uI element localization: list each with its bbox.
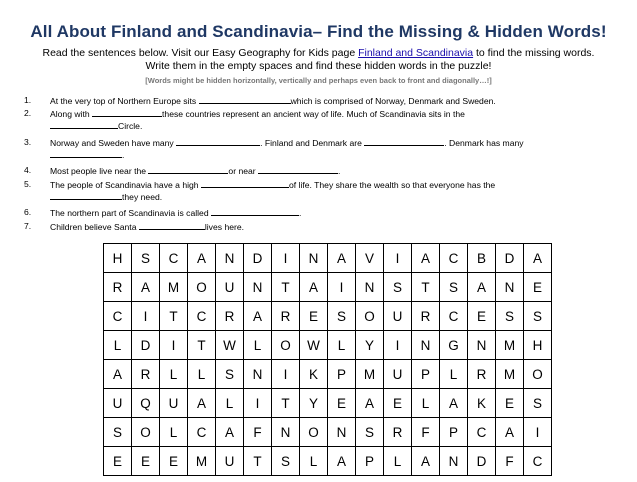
- grid-letter-cell[interactable]: S: [356, 418, 384, 447]
- answer-blank[interactable]: [364, 137, 444, 146]
- grid-letter-cell[interactable]: T: [412, 273, 440, 302]
- grid-letter-cell[interactable]: A: [356, 389, 384, 418]
- question-number: 1.: [24, 95, 32, 105]
- question-text: .: [338, 166, 341, 176]
- answer-blank[interactable]: [92, 108, 162, 117]
- grid-letter-cell[interactable]: E: [384, 389, 412, 418]
- grid-row: [104, 360, 552, 389]
- grid-letter-cell[interactable]: L: [244, 331, 272, 360]
- answer-blank[interactable]: [139, 221, 205, 230]
- grid-letter-cell[interactable]: N: [468, 331, 496, 360]
- instructions-line-1: [0, 47, 637, 60]
- grid-letter-cell[interactable]: E: [496, 389, 524, 418]
- grid-letter-cell[interactable]: E: [132, 447, 160, 476]
- grid-letter-cell[interactable]: A: [496, 418, 524, 447]
- grid-letter-cell[interactable]: N: [216, 244, 244, 273]
- grid-letter-cell[interactable]: R: [384, 418, 412, 447]
- grid-letter-cell[interactable]: I: [160, 331, 188, 360]
- grid-letter-cell[interactable]: U: [216, 273, 244, 302]
- grid-row: [104, 389, 552, 418]
- question-text: Circle.: [118, 121, 143, 131]
- question-text: At the very top of Northern Europe sits: [50, 96, 199, 106]
- question-number: 6.: [24, 207, 32, 217]
- grid-letter-cell[interactable]: A: [524, 244, 552, 273]
- grid-letter-cell[interactable]: S: [328, 302, 356, 331]
- answer-blank[interactable]: [211, 207, 302, 218]
- grid-letter-cell[interactable]: M: [160, 273, 188, 302]
- grid-letter-cell[interactable]: D: [496, 244, 524, 273]
- grid-letter-cell[interactable]: L: [188, 360, 216, 389]
- answer-blank[interactable]: [148, 165, 228, 174]
- grid-letter-cell[interactable]: S: [216, 360, 244, 389]
- grid-letter-cell[interactable]: C: [440, 244, 468, 273]
- instructions: [0, 47, 637, 73]
- grid-letter-cell[interactable]: N: [244, 360, 272, 389]
- grid-letter-cell[interactable]: D: [468, 447, 496, 476]
- grid-letter-cell[interactable]: L: [160, 360, 188, 389]
- answer-blank[interactable]: [201, 179, 289, 188]
- grid-letter-cell[interactable]: D: [132, 331, 160, 360]
- grid-row: [104, 418, 552, 447]
- instructions-line-2: Write them in the empty spaces and find these hidden words in the puzzle!: [145, 60, 492, 72]
- grid-letter-cell[interactable]: S: [384, 273, 412, 302]
- grid-letter-cell[interactable]: S: [524, 389, 552, 418]
- grid-letter-cell[interactable]: A: [188, 389, 216, 418]
- grid-letter-cell[interactable]: T: [188, 331, 216, 360]
- grid-letter-cell[interactable]: A: [300, 273, 328, 302]
- grid-letter-cell[interactable]: E: [468, 302, 496, 331]
- grid-letter-cell[interactable]: L: [216, 389, 244, 418]
- grid-letter-cell[interactable]: I: [272, 244, 300, 273]
- question-text: or near: [228, 166, 259, 176]
- grid-letter-cell[interactable]: M: [188, 447, 216, 476]
- grid-letter-cell[interactable]: E: [328, 389, 356, 418]
- grid-letter-cell[interactable]: T: [244, 447, 272, 476]
- grid-letter-cell[interactable]: O: [272, 331, 300, 360]
- grid-letter-cell[interactable]: E: [300, 302, 328, 331]
- grid-row: [104, 273, 552, 302]
- grid-letter-cell[interactable]: C: [160, 244, 188, 273]
- question-text: they need.: [122, 192, 163, 202]
- grid-letter-cell[interactable]: B: [468, 244, 496, 273]
- question-text: which is comprised of Norway, Denmark and Sweden.: [290, 96, 496, 106]
- grid-letter-cell[interactable]: D: [244, 244, 272, 273]
- grid-letter-cell[interactable]: P: [440, 418, 468, 447]
- grid-letter-cell[interactable]: P: [328, 360, 356, 389]
- grid-letter-cell[interactable]: I: [132, 302, 160, 331]
- grid-letter-cell[interactable]: L: [160, 418, 188, 447]
- grid-letter-cell[interactable]: C: [468, 418, 496, 447]
- grid-letter-cell[interactable]: R: [272, 302, 300, 331]
- grid-letter-cell[interactable]: H: [104, 244, 132, 273]
- finland-scandinavia-link[interactable]: Finland and Scandinavia: [358, 47, 474, 59]
- grid-letter-cell[interactable]: K: [300, 360, 328, 389]
- grid-letter-cell[interactable]: O: [356, 302, 384, 331]
- grid-letter-cell[interactable]: V: [356, 244, 384, 273]
- grid-letter-cell[interactable]: A: [412, 244, 440, 273]
- question-number: 3.: [24, 137, 32, 147]
- question-text: .: [122, 150, 125, 160]
- grid-letter-cell[interactable]: I: [328, 273, 356, 302]
- question-text: .: [299, 208, 302, 218]
- grid-letter-cell[interactable]: R: [412, 302, 440, 331]
- grid-row: [104, 331, 552, 360]
- grid-letter-cell[interactable]: Q: [132, 389, 160, 418]
- grid-letter-cell[interactable]: U: [160, 389, 188, 418]
- grid-letter-cell[interactable]: S: [272, 447, 300, 476]
- grid-letter-cell[interactable]: A: [104, 360, 132, 389]
- grid-letter-cell[interactable]: U: [384, 360, 412, 389]
- grid-letter-cell[interactable]: K: [468, 389, 496, 418]
- grid-letter-cell[interactable]: L: [104, 331, 132, 360]
- grid-letter-cell[interactable]: M: [356, 360, 384, 389]
- grid-letter-cell[interactable]: E: [104, 447, 132, 476]
- grid-row: [104, 244, 552, 273]
- grid-letter-cell[interactable]: O: [188, 273, 216, 302]
- grid-letter-cell[interactable]: R: [468, 360, 496, 389]
- grid-letter-cell[interactable]: R: [132, 360, 160, 389]
- grid-letter-cell[interactable]: I: [384, 331, 412, 360]
- grid-letter-cell[interactable]: N: [328, 418, 356, 447]
- grid-letter-cell[interactable]: U: [384, 302, 412, 331]
- question-text: Norway and Sweden have many: [50, 138, 177, 148]
- grid-letter-cell[interactable]: U: [104, 389, 132, 418]
- grid-letter-cell[interactable]: F: [244, 418, 272, 447]
- grid-letter-cell[interactable]: A: [188, 244, 216, 273]
- grid-letter-cell[interactable]: H: [524, 331, 552, 360]
- grid-letter-cell[interactable]: Y: [300, 389, 328, 418]
- grid-letter-cell[interactable]: N: [244, 273, 272, 302]
- grid-letter-cell[interactable]: Y: [356, 331, 384, 360]
- grid-letter-cell[interactable]: A: [468, 273, 496, 302]
- grid-letter-cell[interactable]: E: [160, 447, 188, 476]
- grid-letter-cell[interactable]: O: [524, 360, 552, 389]
- grid-letter-cell[interactable]: O: [300, 418, 328, 447]
- question-text: Children believe Santa: [50, 222, 139, 232]
- grid-letter-cell[interactable]: W: [300, 331, 328, 360]
- question-number: 5.: [24, 179, 32, 189]
- grid-letter-cell[interactable]: L: [384, 447, 412, 476]
- grid-letter-cell[interactable]: N: [440, 447, 468, 476]
- grid-letter-cell[interactable]: L: [300, 447, 328, 476]
- grid-letter-cell[interactable]: N: [412, 331, 440, 360]
- question-text: . Finland and Denmark are: [260, 138, 365, 148]
- grid-letter-cell[interactable]: R: [216, 302, 244, 331]
- worksheet-title: All About Finland and Scandinavia– Find the Missing & Hidden Words!: [30, 22, 607, 41]
- question-text: Along with: [50, 109, 93, 119]
- question-number: 2.: [24, 108, 32, 118]
- grid-letter-cell[interactable]: A: [216, 418, 244, 447]
- grid-letter-cell[interactable]: P: [356, 447, 384, 476]
- grid-letter-cell[interactable]: A: [440, 389, 468, 418]
- grid-letter-cell[interactable]: E: [524, 273, 552, 302]
- grid-letter-cell[interactable]: U: [216, 447, 244, 476]
- grid-letter-cell[interactable]: F: [496, 447, 524, 476]
- question-text: Most people live near the: [50, 166, 149, 176]
- answer-blank[interactable]: [50, 191, 122, 200]
- grid-letter-cell[interactable]: A: [412, 447, 440, 476]
- grid-letter-cell[interactable]: L: [440, 360, 468, 389]
- grid-letter-cell[interactable]: A: [132, 273, 160, 302]
- answer-blank[interactable]: [50, 120, 118, 129]
- grid-letter-cell[interactable]: A: [244, 302, 272, 331]
- grid-letter-cell[interactable]: P: [412, 360, 440, 389]
- grid-letter-cell[interactable]: I: [524, 418, 552, 447]
- question-text: of life. They share the wealth so that everyone has the: [288, 180, 496, 190]
- answer-blank[interactable]: [176, 137, 260, 146]
- question-text: these countries represent an ancient way of life. Much of Scandinavia sits in the: [162, 109, 465, 119]
- grid-letter-cell[interactable]: S: [440, 273, 468, 302]
- puzzle-note: [Words might be hidden horizontally, vertically and perhaps even back to front and diagonally…!]: [145, 76, 492, 85]
- grid-letter-cell[interactable]: T: [272, 273, 300, 302]
- grid-letter-cell[interactable]: S: [104, 418, 132, 447]
- grid-letter-cell[interactable]: L: [328, 331, 356, 360]
- grid-letter-cell[interactable]: A: [328, 447, 356, 476]
- grid-letter-cell[interactable]: N: [496, 273, 524, 302]
- answer-blank[interactable]: [258, 165, 341, 176]
- grid-letter-cell[interactable]: R: [104, 273, 132, 302]
- grid-letter-cell[interactable]: M: [496, 360, 524, 389]
- question-text: The people of Scandinavia have a high: [50, 180, 201, 190]
- question-text: The northern part of Scandinavia is called: [50, 208, 211, 218]
- grid-letter-cell[interactable]: W: [216, 331, 244, 360]
- grid-letter-cell[interactable]: C: [188, 302, 216, 331]
- grid-letter-cell[interactable]: S: [496, 302, 524, 331]
- grid-letter-cell[interactable]: N: [300, 244, 328, 273]
- grid-letter-cell[interactable]: L: [412, 389, 440, 418]
- grid-letter-cell[interactable]: A: [328, 244, 356, 273]
- grid-letter-cell[interactable]: N: [356, 273, 384, 302]
- word-search-grid: [103, 243, 552, 476]
- grid-letter-cell[interactable]: T: [160, 302, 188, 331]
- grid-letter-cell[interactable]: G: [440, 331, 468, 360]
- question-number: 7.: [24, 221, 32, 231]
- grid-letter-cell[interactable]: C: [524, 447, 552, 476]
- grid-letter-cell[interactable]: I: [272, 360, 300, 389]
- question-text: . Denmark has many: [444, 138, 524, 148]
- grid-row: [104, 302, 552, 331]
- instructions-text-after: to find the missing words.: [473, 47, 595, 59]
- grid-letter-cell[interactable]: C: [440, 302, 468, 331]
- grid-letter-cell[interactable]: N: [272, 418, 300, 447]
- grid-letter-cell[interactable]: C: [104, 302, 132, 331]
- grid-row: [104, 447, 552, 476]
- grid-letter-cell[interactable]: S: [524, 302, 552, 331]
- grid-letter-cell[interactable]: S: [132, 244, 160, 273]
- grid-letter-cell[interactable]: O: [132, 418, 160, 447]
- question-text: lives here.: [204, 222, 245, 232]
- grid-letter-cell[interactable]: T: [272, 389, 300, 418]
- question-number: 4.: [24, 165, 32, 175]
- instructions-text-before: Read the sentences below. Visit our Easy Geography for Kids page: [42, 47, 359, 59]
- grid-letter-cell[interactable]: I: [244, 389, 272, 418]
- grid-letter-cell[interactable]: M: [496, 331, 524, 360]
- answer-blank[interactable]: [199, 95, 291, 104]
- grid-letter-cell[interactable]: I: [384, 244, 412, 273]
- grid-letter-cell[interactable]: F: [412, 418, 440, 447]
- grid-letter-cell[interactable]: C: [188, 418, 216, 447]
- answer-blank[interactable]: [50, 149, 125, 160]
